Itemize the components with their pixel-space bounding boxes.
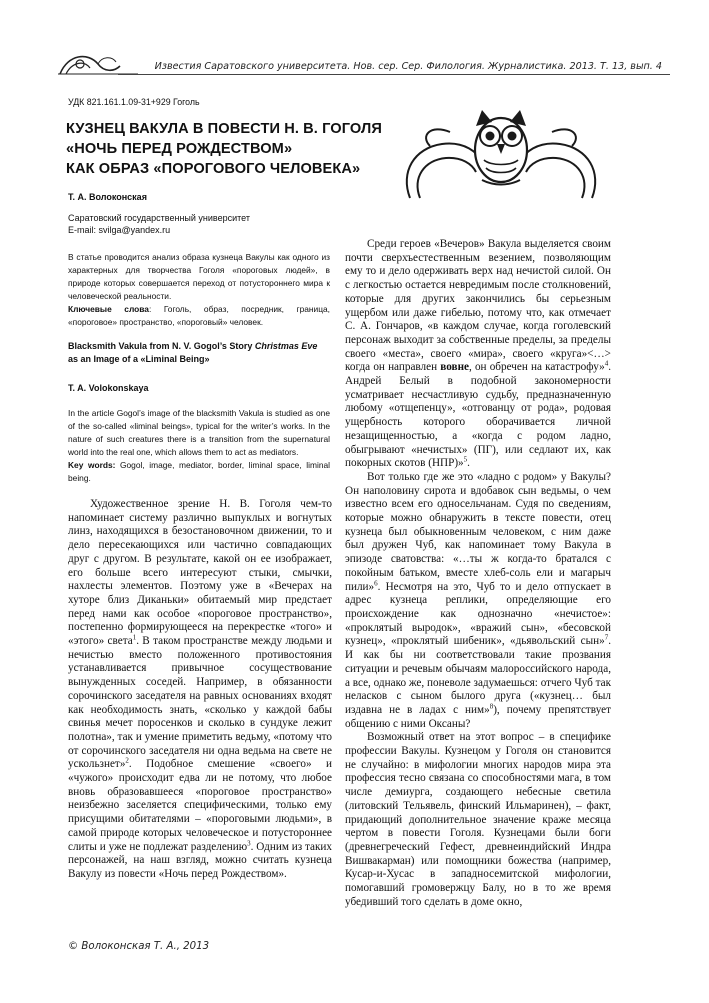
art-nouveau-ornament-icon <box>58 50 138 80</box>
udk-code: УДК 821.161.1.09-31+929 Гоголь <box>68 97 200 107</box>
title-line-3: КАК ОБРАЗ «ПОРОГОВОГО ЧЕЛОВЕКА» <box>66 161 361 177</box>
abstract-ru-text: В статье проводится анализ образа кузнеца Вакулы как одного из характерных для творчества Гоголя «пороговых людей», в природе которых совершается переход от потустороннего мира к человеческой реальности. <box>68 252 330 301</box>
title-line-2: «НОЧЬ ПЕРЕД РОЖДЕСТВОМ» <box>66 141 293 157</box>
english-author: T. A. Volokonskaya <box>68 383 149 393</box>
abstract-en-text: In the article Gogol’s image of the blacksmith Vakula is studied as one of the so-called «liminal beings», typical for the writer’s works. In the nature of such creatures there is a transition from the supernatural world into the real one, which allows them to act as mediators. <box>68 408 330 457</box>
title-line-1: КУЗНЕЦ ВАКУЛА В ПОВЕСТИ Н. В. ГОГОЛЯ <box>66 121 382 137</box>
header-rule <box>118 74 670 75</box>
english-title-work: Christmas Eve <box>254 341 318 351</box>
affiliation-university: Саратовский государственный университет <box>68 213 250 223</box>
body-paragraph: Вот только где же это «ладно с родом» у Вакулы? Он наполовину сирота и вдобавок сын ведьмы, о чем известно всем его односельчанам. Судя по сведениям, которые можно обнаружить в тексте повести, отец кузнеца был обыкновенным человеком, с ним даже был дружен Чуб, как напоминает тому Вакула в эпизоде сватовства: «…ты ж когда-то братался с покойным батьком, вместе хлеб-соль ели и магарыч пили»$^6$. Несмотря на это, Чуб то и дело отпускает в адрес кузнеца реплики, определяющие его происхождение как однозначно «нечистое»: «проклятый выродок», «вражий сын», «бесовской кузнец», «проклятый шибеник», «дьявольский сын»$^7$. И как бы ни соответствовали такие прозвания ситуации и речевым обычаям малороссийского народа, а все, однако же, поневоле задумаешься: отчего Чуб так неласков с сыном былого друга («кузнец… был издавна не в ладах с ним»$^8$), почему препятствует общению с ними Оксаны? <box>345 470 611 730</box>
author-name: Т. А. Волоконская <box>68 192 147 202</box>
affiliation <box>68 212 250 236</box>
owl-ornament-icon <box>390 102 612 202</box>
running-header <box>58 50 670 80</box>
keywords-ru: : Гоголь, образ, посредник, граница, «пороговое» пространство, «пороговый» человек. <box>68 304 330 327</box>
body-paragraph: Среди героев «Вечеров» Вакула выделяется своим почти сверхъестественным везением, позволяющим ему то и дело одерживать верх над нечистой силой. Он с легкостью остается невредимым после столкновений, которые для других закончились бы серьезным ущербом или даже гибелью, потому что, как отмечает С. А. Гончаров, «в каждом случае, когда гоголевский персонаж выходит за собственные пределы, за пределы своего «места», своего «мира», своего «круга»<…> когда он направлен вовне, он обречен на катастрофу»$^4$. Андрей Белый в подобной закономерности усматривает несчастливую судьбу, предназначенную любому «отщепенцу», «отгованцу от рода», родовая ущербность которого оборачивается личной незащищенностью, а «когда с родом ладно, обыгрывают «нечистых» (ПГ), или седлают их, как покорных скотов (НПР)»$^5$. <box>345 238 611 470</box>
affiliation-email: E-mail: svilga@yandex.ru <box>68 225 171 235</box>
copyright-footer: © Волоконская Т. А., 2013 <box>68 941 210 952</box>
article-title <box>66 119 382 179</box>
body-column-left <box>68 498 332 882</box>
body-paragraph: Художественное зрение Н. В. Гоголя чем-то напоминает систему различно выпуклых и вогнутых линз, находящихся в безостановочном движении, то и дело пересекающихся или частично совпадающих друг с другом. В результате, какой он ее изображает, его больше всего интересуют стыки, смычки, нахлесты элементов. Поэтому уже в «Вечерах на хуторе близ Диканьки» обитаемый мир предстает перед нами как особое «пороговое пространство», постепенно формирующееся на перекрестке «того» и «этого» света$^1$. В таком пространстве между людьми и нечистью вместо положенного противостояния устанавливается привычное сосуществование вынужденных соседей. Например, в обязанности сорочинского заседателя на равных основаниях входят как необходимость знать, «сколько у каждой бабы свинья мечет поросенков и сколько в сундуке лежит полотна», так и умение приметить ведьму, «потому что от сорочинского заседателя ни одна ведьма на свете не ускользнет»$^2$. Подобное смешение «своего» и «чужого» происходит едва ли не потому, что любое вновь образовавшееся «пороговое пространство» неизбежно заселяется специфическими, только ему присущими обитателями – «пороговыми людьми», в самой природе которых человеческое и потустороннее слиты и уже не подлежат разделению$^3$. Одним из таких персонажей, на наш взгляд, можно считать кузнеца Вакулу из повести «Ночь перед Рождеством». <box>68 498 332 880</box>
abstract-ru <box>68 251 330 329</box>
keywords-en-label: Key words: <box>68 460 116 470</box>
body-paragraph: Возможный ответ на этот вопрос – в специфике профессии Вакулы. Кузнецом у Гоголя он становится не случайно: в мифологии многих народов мира эта профессия тесно связана со способностями мага, в том числе демиурга, создающего небесные светила (литовский Тельявель, финский Ильмаринен), – факт, придающий дополнительное значение краже месяца чертом в повести Гоголя. Кузнецами были боги (древнегреческий Гефест, древнеиндийский Индра Вишвакарман) или помощники божества (например, Кусар-и-Хусас в западносемитской мифологии, помогавший громовержцу Балу, но в то же время убедивший того сделать в доме окно, <box>345 731 611 908</box>
body-column-right <box>345 238 611 909</box>
running-title: Известия Саратовского университета. Нов. сер. Сер. Филология. Журналистика. 2013. Т. 13, вып. 4 <box>154 61 662 72</box>
keywords-ru-label: Ключевые слова <box>68 304 149 314</box>
english-title: Blacksmith Vakula from N. V. Gogol’s Story Christmas Eve as an Image of a «Liminal Being» <box>68 341 318 364</box>
keywords-en: Gogol, image, mediator, border, liminal space, liminal being. <box>68 460 330 483</box>
abstract-en <box>68 407 330 485</box>
